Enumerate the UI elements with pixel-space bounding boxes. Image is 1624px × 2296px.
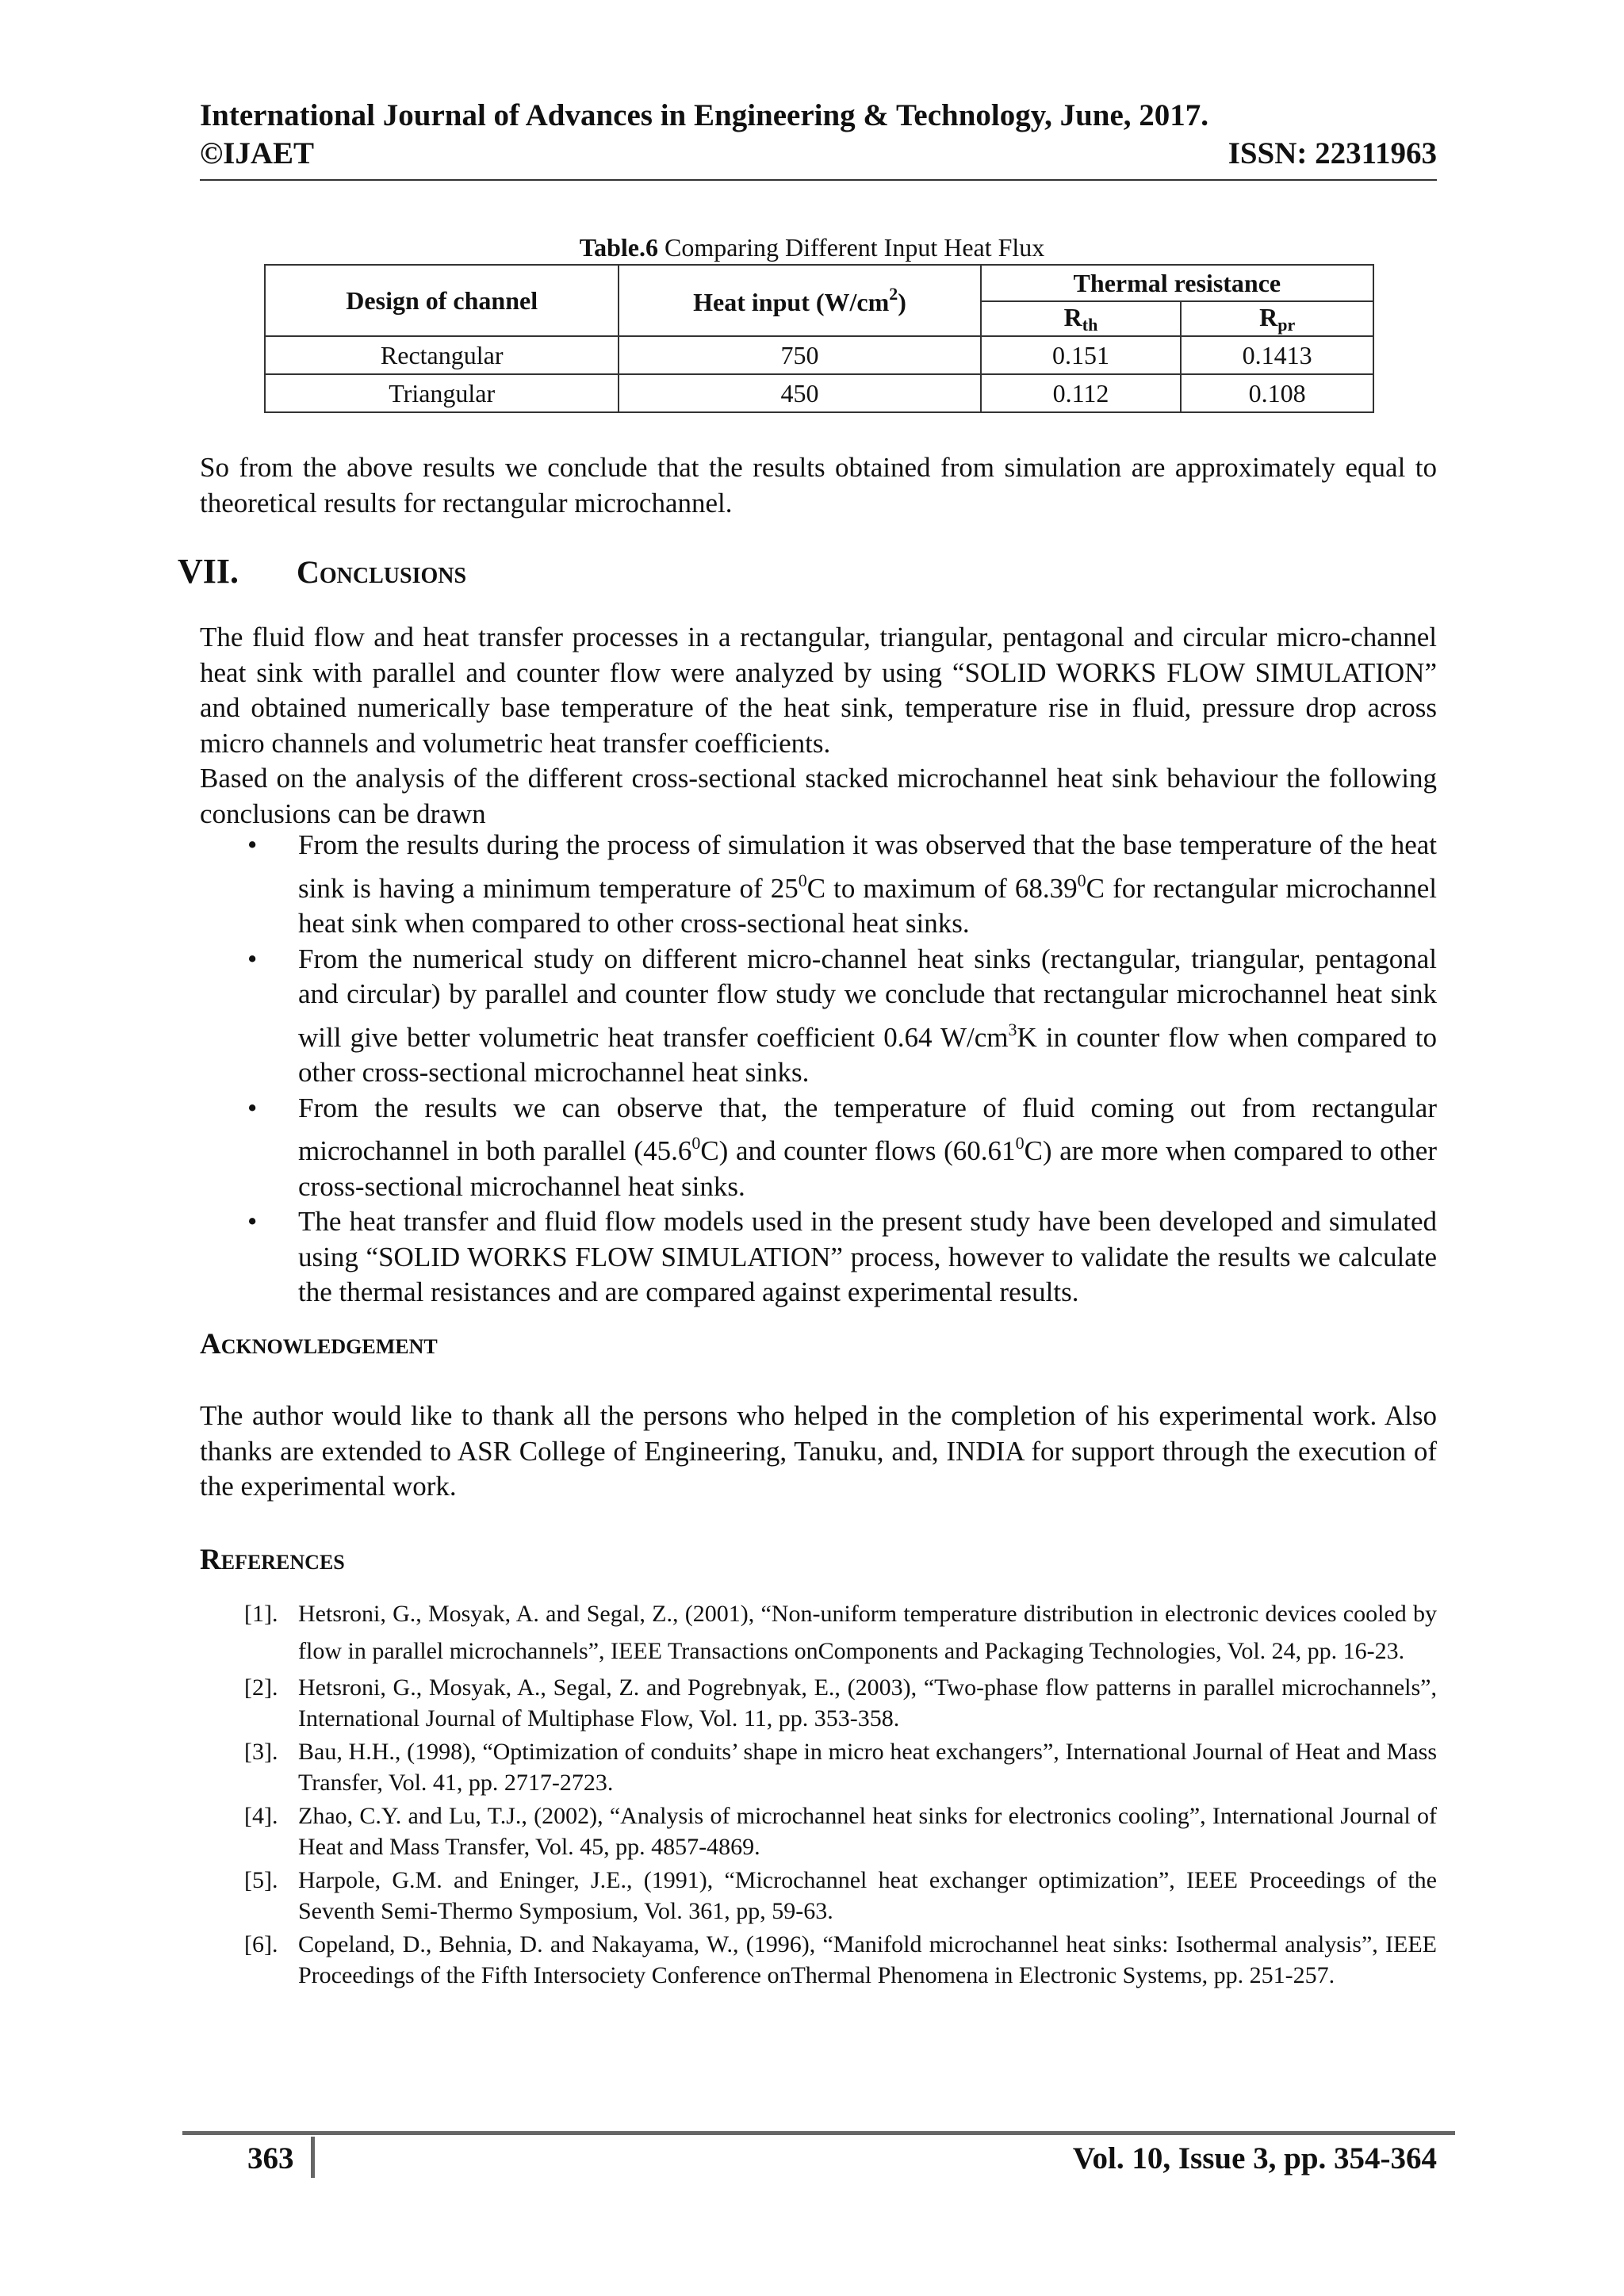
volume-info: Vol. 10, Issue 3, pp. 354-364 <box>1072 2141 1437 2175</box>
table-cell: 0.151 <box>981 336 1182 374</box>
table-header-rpr: $R_{pr}$ <box>1181 301 1373 336</box>
reference-item: [5]. Harpole, G.M. and Eninger, J.E., (1991), “Microchannel heat exchanger optimization”, IEEE Proceedings of the Seventh Semi-Thermo Symposium, Vol. 361, pp, 59-63. <box>244 1867 1437 1924</box>
table-row <box>265 374 1373 412</box>
acknowledgement-heading: Acknowledgement <box>200 1328 438 1360</box>
header-rule <box>200 179 1437 181</box>
references-heading: References <box>200 1544 345 1576</box>
table-row <box>265 336 1373 374</box>
table-header-design: Design of channel <box>265 265 619 336</box>
table-cell: 0.112 <box>981 374 1182 412</box>
journal-title: International Journal of Advances in Engineering & Technology, June, 2017. <box>200 98 1209 132</box>
section-title: Conclusions <box>297 554 467 590</box>
results-paragraph: So from the above results we conclude that the results obtained from simulation are approximately equal to theoretical results for rectangular microchannel. <box>200 452 1437 519</box>
table-caption-text: Comparing Different Input Heat Flux <box>657 233 1045 262</box>
table-cell: 0.108 <box>1181 374 1373 412</box>
heat-flux-table <box>264 264 1374 413</box>
table-header-thermal-resistance: Thermal resistance <box>981 265 1373 301</box>
table-cell: Triangular <box>265 374 619 412</box>
list-item: • From the numerical study on different micro-channel heat sinks (rectangular, triangular, pentagonal and circular) by parallel and counter flow study we conclude that rectangular microchannel heat sink will give better volumetric heat transfer coefficient 0.64 $W/cm^3K$ in counter flow when compared to other cross-sectional microchannel heat sinks. <box>247 943 1437 1088</box>
section-heading <box>178 551 466 591</box>
bullet-icon: • <box>247 943 258 974</box>
bullet-icon: • <box>247 1206 258 1237</box>
reference-list <box>200 1595 1437 1993</box>
table-cell: 750 <box>619 336 980 374</box>
conclusion-paragraph-2: Based on the analysis of the different cross-sectional stacked microchannel heat sink behaviour the following conclusions can be drawn <box>200 763 1437 829</box>
reference-item: [6]. Copeland, D., Behnia, D. and Nakayama, W., (1996), “Manifold microchannel heat sinks: Isothermal analysis”, IEEE Proceedings of the Fifth Intersociety Conference onThermal Phenomena in Electronic Systems, pp. 251-257. <box>244 1931 1437 1988</box>
table-header-rth: $R_{th}$ <box>981 301 1182 336</box>
table-cell: Rectangular <box>265 336 619 374</box>
conclusion-paragraph-1: The fluid flow and heat transfer processes in a rectangular, triangular, pentagonal and circular micro-channel heat sink with parallel and counter flow were analyzed by using “SOLID WORKS FLOW SIMULATION” and obtained numerically base temperature of the heat sink, temperature rise in fluid, pressure drop across micro channels and volumetric heat transfer coefficients. <box>200 622 1437 759</box>
table-cell: 450 <box>619 374 980 412</box>
table-cell: 0.1413 <box>1181 336 1373 374</box>
reference-item: [4]. Zhao, C.Y. and Lu, T.J., (2002), “Analysis of microchannel heat sinks for electronics cooling”, International Journal of Heat and Mass Transfer, Vol. 45, pp. 4857-4869. <box>244 1803 1437 1860</box>
footer-rule <box>182 2131 1455 2135</box>
page-number: 363 <box>247 2141 294 2175</box>
list-item: • From the results during the process of simulation it was observed that the base temperature of the heat sink is having a minimum temperature of $25^0C$ to maximum of 68.39$^0$C for rectangular microchannel heat sink when compared to other cross-sectional heat sinks. <box>247 829 1437 939</box>
running-header <box>200 97 1437 173</box>
table-header-heat-input: Heat input $(W/cm^2)$ <box>619 265 980 336</box>
acknowledgement-text: The author would like to thank all the persons who helped in the completion of his experimental work. Also thanks are extended to ASR College of Engineering, Tanuku, and, INDIA for support through the execution of the experimental work. <box>200 1400 1437 1502</box>
list-item: • From the results we can observe that, the temperature of fluid coming out from rectangular microchannel in both parallel (45.6$^0$C) and counter flows (60.61$^0$C) are more when compared to other cross-sectional microchannel heat sinks. <box>247 1092 1437 1202</box>
copyright-text: ©IJAET <box>200 136 315 170</box>
reference-item: [3]. Bau, H.H., (1998), “Optimization of conduits’ shape in micro heat exchangers”, International Journal of Heat and Mass Transfer, Vol. 41, pp. 2717-2723. <box>244 1739 1437 1796</box>
table-caption <box>0 233 1624 262</box>
footer-divider <box>311 2137 315 2178</box>
section-number: VII. <box>178 552 239 591</box>
issn-text: ISSN: 22311963 <box>1228 136 1437 170</box>
reference-item: [2]. Hetsroni, G., Mosyak, A., Segal, Z. and Pogrebnyak, E., (2003), “Two-phase flow patterns in parallel microchannels”, International Journal of Multiphase Flow, Vol. 11, pp. 353-358. <box>244 1674 1437 1732</box>
table-caption-label: Table.6 <box>579 233 658 262</box>
list-item: • The heat transfer and fluid flow models used in the present study have been developed and simulated using “SOLID WORKS FLOW SIMULATION” process, however to validate the results we calculate the thermal resistances and are compared against experimental results. <box>247 1206 1437 1307</box>
conclusion-list <box>200 828 1437 1311</box>
bullet-icon: • <box>247 829 258 860</box>
reference-item: [1]. Hetsroni, G., Mosyak, A. and Segal, Z., (2001), “Non-uniform temperature distribution in electronic devices cooled by flow in parallel microchannels”, IEEE Transactions onComponents and Packaging Technologies, Vol. 24, pp. 16-23. <box>244 1601 1437 1664</box>
bullet-icon: • <box>247 1092 258 1123</box>
